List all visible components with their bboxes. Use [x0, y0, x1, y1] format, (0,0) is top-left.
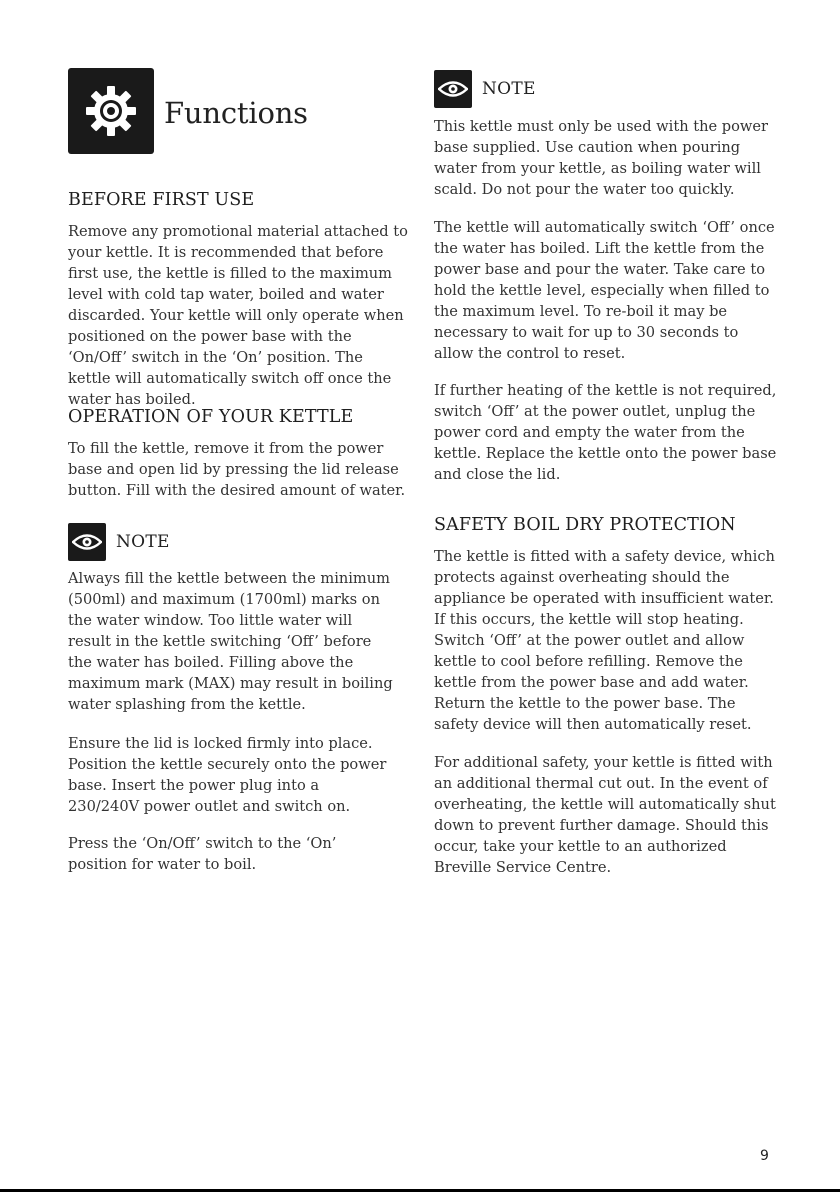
eye-icon	[68, 523, 106, 561]
press-switch-text: Press the ‘On/Off’ switch to the ‘On’ position for water to boil.	[68, 835, 337, 873]
eye-icon	[434, 70, 472, 108]
safety-text: The kettle is fitted with a safety device, which protects against overheating should the appliance be operated with insufficient water. If this occurs, the kettle will stop heating. Switch ‘Off’ at the power outlet and allow kettle to cool before refilling. Remove the kettle from the power base and add water. Return the kettle to the power base. The safety device will then automatically reset.	[434, 548, 775, 733]
further-heating-text: If further heating of the kettle is not required, switch ‘Off’ at the power outlet, unplug the power cord and empty the water from the kettle. Replace the kettle onto the power base and close the lid.	[434, 382, 777, 483]
heading-safety-boil-dry: SAFETY BOIL DRY PROTECTION	[434, 515, 736, 535]
heading-operation: OPERATION OF YOUR KETTLE	[68, 407, 354, 427]
page-number: 9	[760, 1148, 769, 1164]
note-text-left: Always fill the kettle between the minimum (500ml) and maximum (1700ml) marks on the water window. Too little water will result in the kettle switching ‘Off’ before the water has boiled. Filling above the maximum mark (MAX) may result in boiling water splashing from the kettle.	[68, 570, 393, 713]
before-first-use-text: Remove any promotional material attached to your kettle. It is recommended that before first use, the kettle is filled to the maximum level with cold tap water, boiled and water discarded. Your kettle will only operate when positioned on the power base with the ‘On/Off’ switch in the ‘On’ position. The kettle will automatically switch off once the water has boiled.	[68, 223, 408, 408]
gear-icon	[68, 68, 154, 154]
note-label: NOTE	[482, 79, 536, 99]
auto-off-text: The kettle will automatically switch ‘Off’ once the water has boiled. Lift the kettle from the power base and pour the water. Take care to hold the kettle level, especially when filled to the maximum level. To re-boil it may be necessary to wait for up to 30 seconds to allow the control to reset.	[434, 219, 775, 362]
note-header-right	[434, 70, 536, 108]
note-header-left	[68, 523, 170, 561]
page-title: Functions	[164, 96, 308, 130]
title-block	[68, 68, 368, 154]
thermal-cutout-text: For additional safety, your kettle is fitted with an additional thermal cut out. In the event of overheating, the kettle will automatically shut down to prevent further damage. Should this occur, take your kettle to an authorized Breville Service Centre.	[434, 754, 776, 876]
note-text-right: This kettle must only be used with the power base supplied. Use caution when pouring water from your kettle, as boiling water will scald. Do not pour the water too quickly.	[434, 118, 769, 198]
operation-text: To fill the kettle, remove it from the power base and open lid by pressing the lid release button. Fill with the desired amount of water.	[68, 440, 406, 499]
heading-before-first-use: BEFORE FIRST USE	[68, 190, 255, 210]
note-label: NOTE	[116, 532, 170, 552]
ensure-lid-text: Ensure the lid is locked firmly into place. Position the kettle securely onto the power base. Insert the power plug into a 230/240V power outlet and switch on.	[68, 735, 387, 815]
